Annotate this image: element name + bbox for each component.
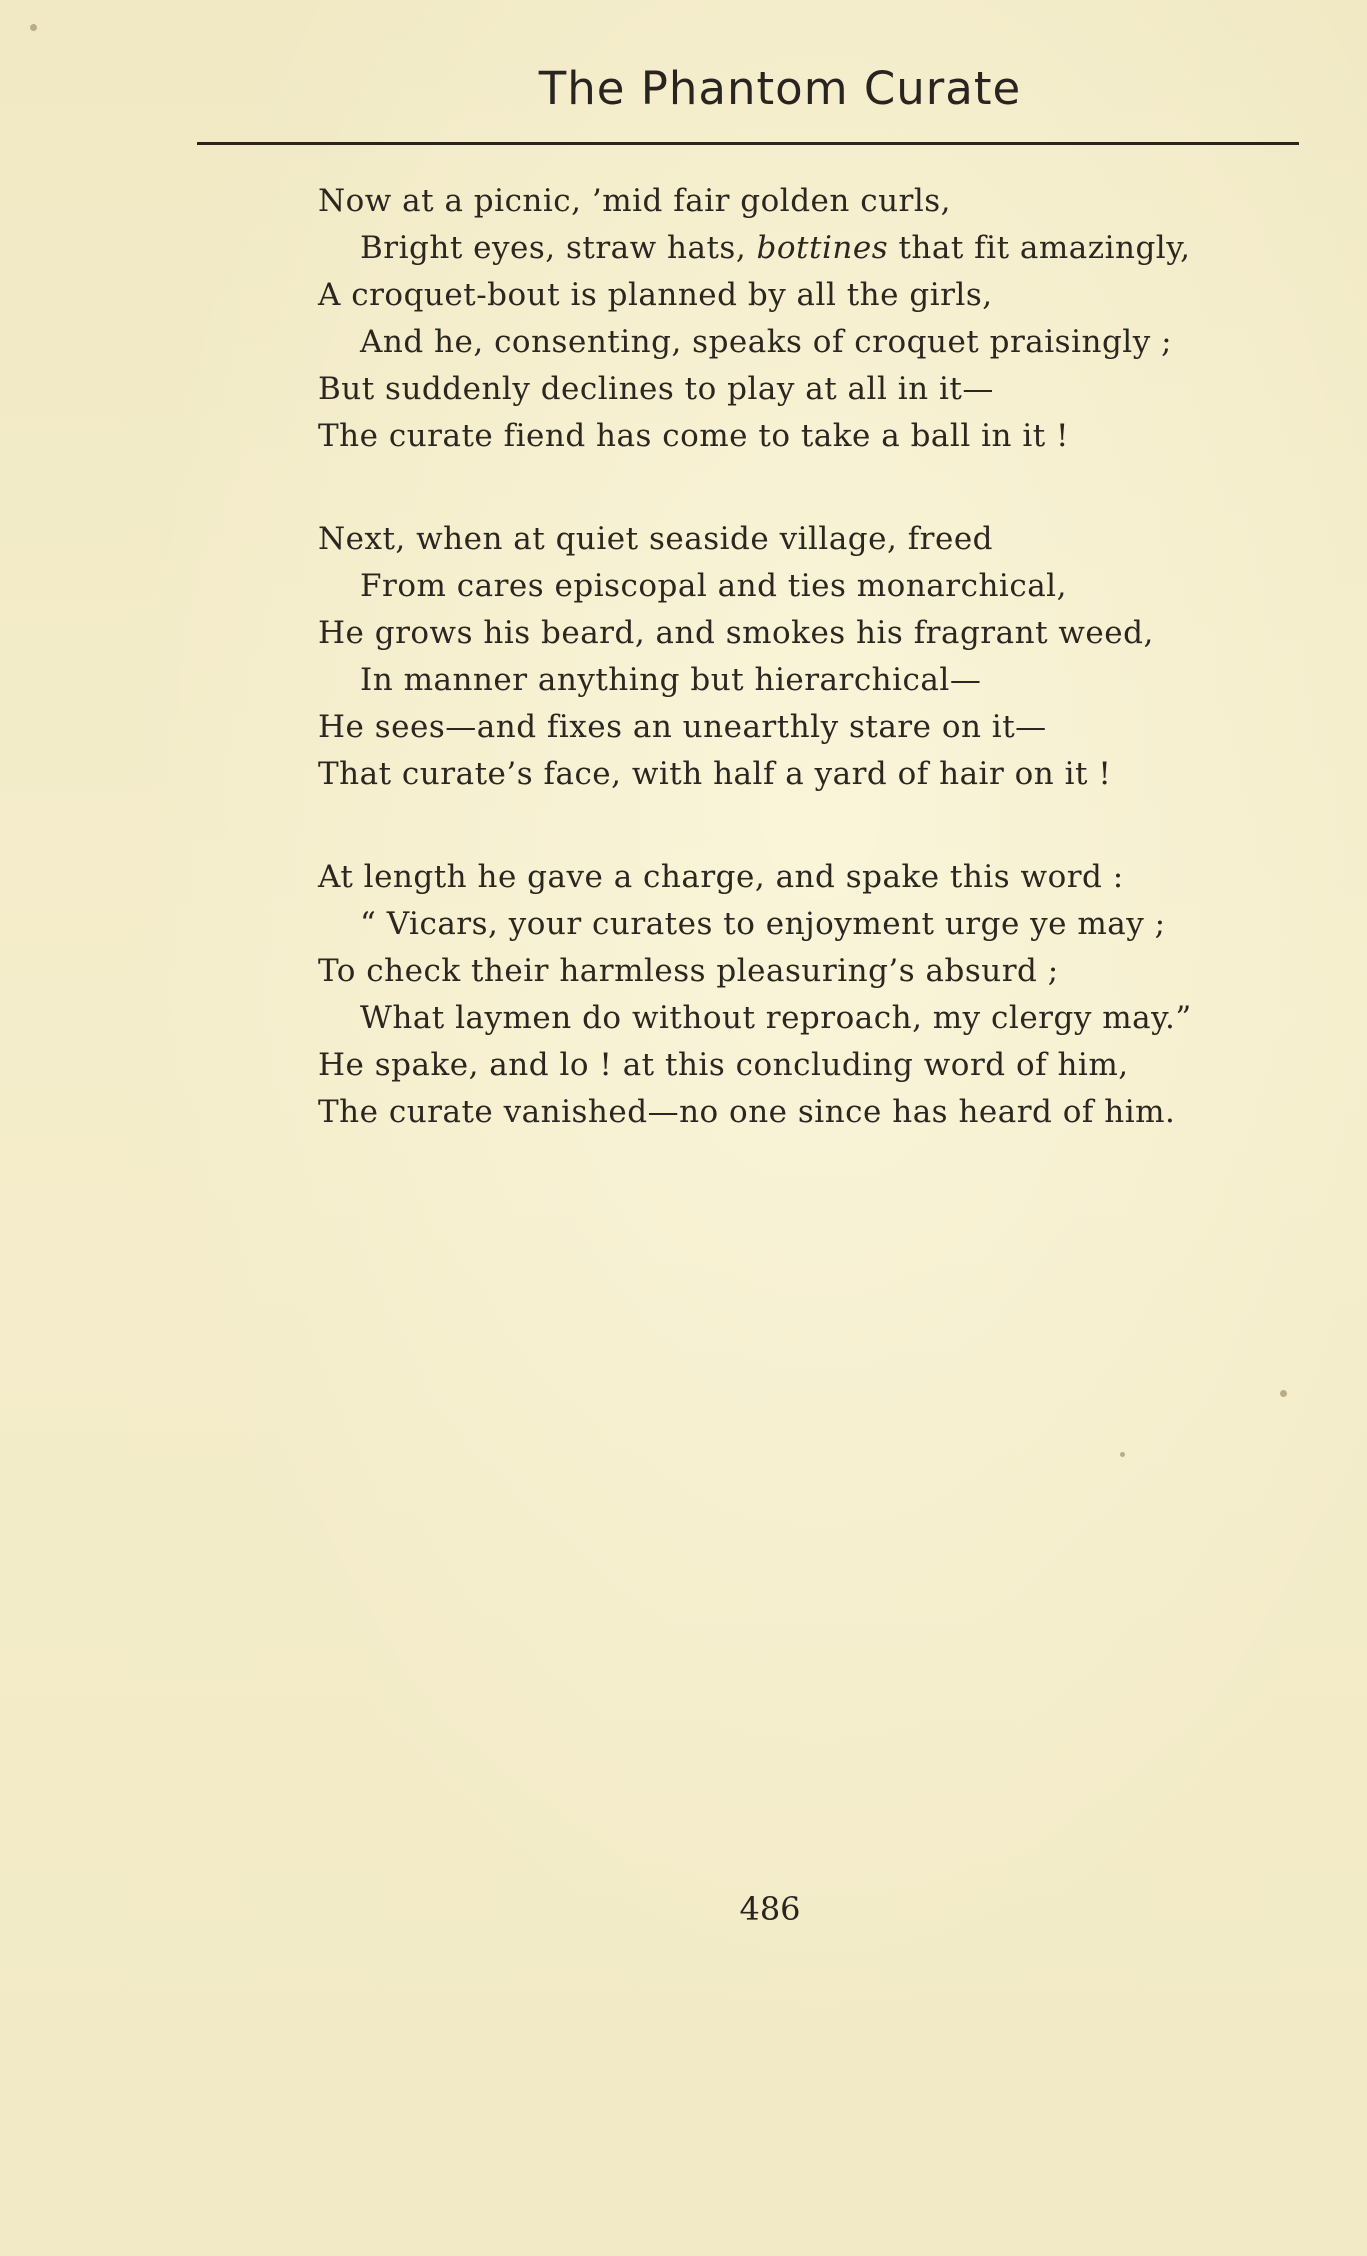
stanza-1 xyxy=(318,178,1318,460)
verse-line: He grows his beard, and smokes his fragrant weed, xyxy=(318,615,1154,651)
verse-line: But suddenly declines to play at all in it— xyxy=(318,371,994,407)
poem xyxy=(318,178,1318,1192)
verse-line: In manner anything but hierarchical— xyxy=(360,662,982,698)
paper-speck xyxy=(1120,1452,1125,1457)
verse-line: The curate fiend has come to take a ball in it ! xyxy=(318,418,1070,454)
running-head-title: The Phantom Curate xyxy=(538,62,1022,115)
paper-speck xyxy=(30,24,37,31)
verse-line: From cares episcopal and ties monarchical, xyxy=(360,568,1067,604)
verse-line: A croquet-bout is planned by all the girls, xyxy=(318,277,993,313)
italic-word: bottines xyxy=(756,230,889,266)
verse-line: Now at a picnic, ’mid fair golden curls, xyxy=(318,183,952,219)
verse-line: What laymen do without reproach, my clergy may.” xyxy=(360,1000,1192,1036)
page-number: 486 xyxy=(739,1890,801,1928)
header-rule xyxy=(197,142,1299,145)
verse-line: He sees—and fixes an unearthly stare on it— xyxy=(318,709,1047,745)
stanza-2 xyxy=(318,516,1318,798)
verse-line: Bright eyes, straw hats, bottines that fit amazingly, xyxy=(360,230,1191,266)
verse-line: “ Vicars, your curates to enjoyment urge ye may ; xyxy=(360,906,1166,942)
paper-speck xyxy=(1280,1390,1287,1397)
verse-line: At length he gave a charge, and spake this word : xyxy=(318,859,1124,895)
verse-line: Next, when at quiet seaside village, freed xyxy=(318,521,994,557)
verse-line: He spake, and lo ! at this concluding word of him, xyxy=(318,1047,1129,1083)
stanza-3 xyxy=(318,854,1318,1136)
verse-line: And he, consenting, speaks of croquet praisingly ; xyxy=(360,324,1173,360)
verse-line: That curate’s face, with half a yard of hair on it ! xyxy=(318,756,1112,792)
verse-line: The curate vanished—no one since has heard of him. xyxy=(318,1094,1176,1130)
verse-line: To check their harmless pleasuring’s absurd ; xyxy=(318,953,1059,989)
